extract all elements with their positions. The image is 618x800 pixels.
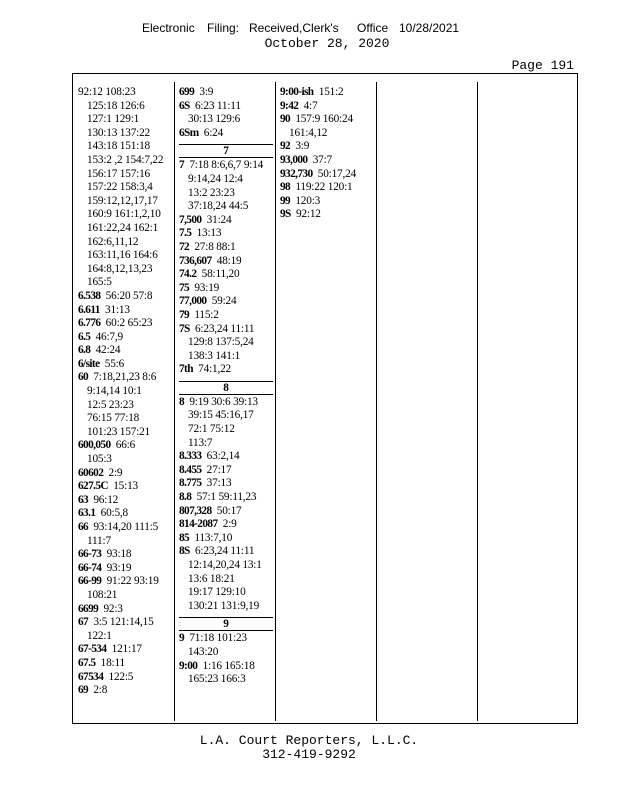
index-term: 63 bbox=[78, 493, 89, 506]
index-term: 66 bbox=[78, 521, 89, 533]
index-term: 6.776 bbox=[78, 317, 101, 330]
index-entry bbox=[179, 159, 273, 213]
transcript-date: October 28, 2020 bbox=[264, 36, 390, 51]
page-line-ref: 30:13 129:6 bbox=[188, 113, 241, 126]
index-entry bbox=[179, 309, 273, 323]
page-line-ref: 163:11,16 164:6 bbox=[87, 249, 158, 262]
page-line-ref: 138:3 141:1 bbox=[188, 349, 241, 362]
index-entry bbox=[78, 290, 172, 304]
index-entry bbox=[179, 491, 273, 505]
page-line-ref: 113:7,10 bbox=[194, 531, 233, 544]
page-line-ref: 74:1,22 bbox=[198, 363, 231, 376]
index-term: 8.455 bbox=[179, 463, 202, 476]
index-term: 66-74 bbox=[78, 561, 102, 574]
index-term: 600,050 bbox=[78, 439, 111, 452]
page-line-ref: 18:11 bbox=[100, 656, 125, 669]
page-line-ref: 129:8 137:5,24 bbox=[188, 336, 254, 349]
column-divider bbox=[275, 82, 276, 721]
index-entry bbox=[78, 467, 172, 481]
index-term: 814-2087 bbox=[179, 518, 218, 531]
index-entry bbox=[78, 521, 172, 548]
index-term: 9:00 bbox=[179, 659, 198, 672]
index-term: 75 bbox=[179, 281, 190, 294]
page-line-ref: 3:9 bbox=[199, 86, 214, 98]
page-line-ref: 125:18 126:6 bbox=[87, 99, 145, 112]
index-entry bbox=[78, 439, 172, 466]
index-term: 63.1 bbox=[78, 507, 96, 520]
index-entry bbox=[179, 518, 273, 532]
index-term: 6Sm bbox=[179, 126, 199, 139]
index-entry bbox=[179, 100, 273, 127]
page-line-ref: 19:17 129:10 bbox=[188, 586, 246, 599]
filing-word: Filing: bbox=[207, 21, 240, 35]
index-term: 627.5C bbox=[78, 480, 108, 493]
index-column-2 bbox=[179, 86, 273, 717]
index-term: 72 bbox=[179, 240, 190, 253]
page-line-ref: 92:12 108:23 bbox=[78, 86, 136, 98]
index-term: 92 bbox=[280, 140, 291, 153]
index-term: 99 bbox=[280, 194, 291, 207]
index-entry bbox=[78, 494, 172, 508]
page-line-ref: 105:3 bbox=[87, 453, 112, 466]
page-line-ref: 165:23 166:3 bbox=[188, 673, 246, 686]
page-line-ref: 108:21 bbox=[87, 588, 118, 601]
index-term: 7,500 bbox=[179, 213, 202, 226]
index-term: 67.5 bbox=[78, 656, 96, 669]
page-line-ref: 6:24 bbox=[203, 126, 224, 139]
index-term: 6.538 bbox=[78, 289, 101, 302]
index-entry bbox=[280, 168, 374, 182]
page-line-ref: 12:5 23:23 bbox=[87, 398, 134, 411]
index-entry bbox=[78, 643, 172, 657]
page-line-ref: 92:3 bbox=[103, 602, 123, 615]
page-line-ref: 27:17 bbox=[206, 463, 232, 476]
page-line-ref: 7:18 8:6,6,7 9:14 bbox=[189, 159, 264, 172]
index-entry bbox=[280, 140, 374, 154]
page-line-ref: 37:18,24 44:5 bbox=[188, 200, 249, 213]
page-line-ref: 130:13 137:22 bbox=[87, 126, 150, 139]
page-line-ref: 71:18 101:23 bbox=[189, 632, 247, 645]
index-term: 6.8 bbox=[78, 344, 91, 357]
page-line-ref: 111:7 bbox=[87, 534, 111, 547]
page-line-ref: 13:6 18:21 bbox=[188, 572, 235, 585]
index-entry bbox=[78, 304, 172, 318]
page-line-ref: 13:13 bbox=[196, 227, 222, 240]
page-line-ref: 15:13 bbox=[113, 480, 138, 493]
page-line-ref: 9:14,14 10:1 bbox=[87, 385, 142, 398]
footer-phone: 312-419-9292 bbox=[262, 747, 356, 762]
index-entry bbox=[280, 86, 374, 100]
word-index-frame bbox=[72, 73, 578, 724]
page-line-ref: 3:5 121:14,15 bbox=[93, 616, 154, 629]
page-line-ref: 57:1 59:11,23 bbox=[196, 491, 257, 504]
filing-word: 10/28/2021 bbox=[399, 21, 460, 35]
page-line-ref: 156:17 157:16 bbox=[87, 167, 150, 180]
index-entry bbox=[78, 616, 172, 643]
index-term: 699 bbox=[179, 86, 195, 98]
index-term: 932,730 bbox=[280, 167, 313, 180]
index-entry bbox=[78, 684, 172, 698]
index-column-5 bbox=[482, 86, 576, 717]
index-term: 6/site bbox=[78, 357, 100, 370]
index-entry bbox=[78, 657, 172, 671]
page-line-ref: 120:3 bbox=[295, 194, 321, 207]
index-term: 736,607 bbox=[179, 254, 212, 267]
index-term: 7th bbox=[179, 363, 193, 376]
page-line-ref: 42:24 bbox=[95, 344, 121, 357]
page-line-ref: 122:5 bbox=[108, 670, 134, 683]
index-term: 77,000 bbox=[179, 295, 207, 308]
index-entry bbox=[78, 86, 172, 290]
page-line-ref: 7:18,21,23 8:6 bbox=[93, 371, 157, 384]
page-line-ref: 93:19 bbox=[194, 281, 220, 294]
index-column-1 bbox=[78, 86, 172, 717]
page-line-ref: 157:22 158:3,4 bbox=[87, 181, 153, 194]
column-divider bbox=[376, 82, 377, 721]
index-term: 67534 bbox=[78, 670, 104, 683]
page-line-ref: 9:14,24 12:4 bbox=[188, 172, 243, 185]
index-entry bbox=[179, 127, 273, 141]
index-entry bbox=[179, 363, 273, 377]
page-line-ref: 2:8 bbox=[93, 684, 108, 697]
index-term: 7 bbox=[179, 159, 185, 172]
page-line-ref: 161:22,24 162:1 bbox=[87, 221, 159, 234]
index-term: 9:00-ish bbox=[280, 86, 314, 98]
page-line-ref: 3:9 bbox=[295, 140, 310, 153]
page-line-ref: 93:18 bbox=[106, 548, 132, 561]
index-term: 6.611 bbox=[78, 303, 100, 316]
page-line-ref: 39:15 45:16,17 bbox=[188, 409, 254, 422]
index-entry bbox=[179, 268, 273, 282]
index-term: 60602 bbox=[78, 466, 104, 479]
page-line-ref: 59:24 bbox=[211, 295, 237, 308]
page-line-ref: 165:5 bbox=[87, 276, 112, 289]
index-entry bbox=[78, 507, 172, 521]
index-entry bbox=[78, 562, 172, 576]
page-line-ref: 9:19 30:6 39:13 bbox=[189, 395, 258, 408]
page-line-ref: 91:22 93:19 bbox=[106, 575, 159, 588]
page-line-ref: 50:17,24 bbox=[317, 167, 357, 180]
page-line-ref: 96:12 bbox=[93, 493, 119, 506]
page-line-ref: 160:9 161:1,2,10 bbox=[87, 208, 161, 221]
page-line-ref: 56:20 57:8 bbox=[105, 289, 153, 302]
page-line-ref: 151:2 bbox=[318, 86, 344, 98]
index-entry bbox=[78, 480, 172, 494]
index-entry bbox=[78, 317, 172, 331]
filing-word: Electronic bbox=[142, 21, 195, 35]
index-entry bbox=[280, 181, 374, 195]
page-line-ref: 6:23,24 11:11 bbox=[194, 322, 255, 335]
index-term: 8.8 bbox=[179, 491, 192, 504]
index-term: 6S bbox=[179, 99, 190, 112]
page-line-ref: 130:21 131:9,19 bbox=[188, 599, 260, 612]
page-line-ref: 164:8,12,13,23 bbox=[87, 262, 153, 275]
page-line-ref: 31:13 bbox=[105, 303, 130, 316]
page-line-ref: 58:11,20 bbox=[201, 268, 240, 281]
page-line-ref: 119:22 120:1 bbox=[295, 181, 353, 194]
page-line-ref: 159:12,12,17,17 bbox=[87, 194, 158, 207]
page-line-ref: 113:7 bbox=[188, 436, 213, 449]
index-entry bbox=[179, 532, 273, 546]
index-term: 67 bbox=[78, 616, 89, 629]
page-line-ref: 76:15 77:18 bbox=[87, 412, 140, 425]
index-term: 90 bbox=[280, 113, 291, 126]
index-term: 6699 bbox=[78, 602, 99, 615]
page-line-ref: 6:23 11:11 bbox=[194, 99, 241, 112]
index-entry bbox=[280, 208, 374, 222]
page-line-ref: 143:20 bbox=[188, 645, 219, 658]
page-line-ref: 60:5,8 bbox=[100, 507, 128, 520]
index-entry bbox=[78, 603, 172, 617]
page-line-ref: 55:6 bbox=[104, 357, 125, 370]
page-line-ref: 6:23,24 11:11 bbox=[194, 545, 255, 558]
page-line-ref: 13:2 23:23 bbox=[188, 186, 235, 199]
page-line-ref: 63:2,14 bbox=[206, 450, 240, 463]
index-term: 67-534 bbox=[78, 643, 107, 656]
index-term: 7.5 bbox=[179, 227, 192, 240]
index-entry bbox=[179, 323, 273, 364]
index-entry bbox=[179, 464, 273, 478]
index-entry bbox=[179, 505, 273, 519]
index-term: 9 bbox=[179, 632, 185, 645]
page-line-ref: 2:9 bbox=[108, 466, 123, 479]
column-divider bbox=[174, 82, 175, 721]
index-entry bbox=[280, 113, 374, 140]
index-entry bbox=[179, 632, 273, 659]
index-entry bbox=[179, 255, 273, 269]
page-line-ref: 127:1 129:1 bbox=[87, 113, 140, 126]
page-line-ref: 12:14,20,24 13:1 bbox=[188, 559, 262, 571]
index-column-4 bbox=[381, 86, 475, 717]
page-line-ref: 37:7 bbox=[312, 153, 333, 166]
page-line-ref: 48:19 bbox=[216, 254, 242, 267]
index-entry bbox=[78, 371, 172, 439]
page-line-ref: 101:23 157:21 bbox=[87, 425, 150, 438]
page-line-ref: 143:18 151:18 bbox=[87, 140, 150, 153]
page-line-ref: 93:14,20 111:5 bbox=[93, 521, 159, 533]
index-entry bbox=[179, 86, 273, 100]
page-line-ref: 2:9 bbox=[222, 518, 237, 531]
index-entry bbox=[179, 545, 273, 613]
index-entry bbox=[78, 671, 172, 685]
page-line-ref: 161:4,12 bbox=[289, 126, 328, 139]
page-line-ref: 1:16 165:18 bbox=[202, 659, 255, 672]
index-entry bbox=[179, 660, 273, 687]
index-term: 66-99 bbox=[78, 575, 102, 588]
index-term: 9:42 bbox=[280, 99, 299, 112]
index-term: 7S bbox=[179, 322, 190, 335]
index-term: 79 bbox=[179, 308, 190, 321]
column-divider bbox=[477, 82, 478, 721]
page-line-ref: 37:13 bbox=[206, 477, 232, 490]
index-term: 98 bbox=[280, 181, 291, 194]
index-term: 807,328 bbox=[179, 504, 212, 517]
page-line-ref: 153:2 ,2 154:7,22 bbox=[87, 153, 164, 166]
page-line-ref: 27:8 88:1 bbox=[194, 240, 236, 253]
page-line-ref: 60:2 65:23 bbox=[105, 317, 153, 330]
index-term: 69 bbox=[78, 684, 89, 697]
page-line-ref: 50:17 bbox=[216, 504, 242, 517]
page-line-ref: 66:6 bbox=[115, 439, 136, 452]
index-term: 74.2 bbox=[179, 268, 197, 281]
page-line-ref: 162:6,11,12 bbox=[87, 235, 139, 248]
section-letter: 7 bbox=[179, 144, 273, 158]
index-entry bbox=[78, 331, 172, 345]
page-line-ref: 4:7 bbox=[303, 99, 318, 112]
page-line-ref: 31:24 bbox=[206, 213, 232, 226]
filing-word: Received,Clerk's bbox=[249, 21, 339, 35]
page-number: Page 191 bbox=[511, 58, 574, 73]
index-entry bbox=[280, 154, 374, 168]
index-term: 9S bbox=[280, 208, 291, 221]
index-term: 93,000 bbox=[280, 153, 308, 166]
index-term: 66-73 bbox=[78, 548, 102, 561]
index-entry bbox=[78, 548, 172, 562]
index-entry bbox=[280, 100, 374, 114]
section-letter: 8 bbox=[179, 381, 273, 395]
filing-word: Office bbox=[357, 21, 389, 35]
index-entry bbox=[78, 575, 172, 602]
footer-company: L.A. Court Reporters, L.L.C. bbox=[199, 733, 419, 748]
index-term: 85 bbox=[179, 531, 190, 544]
page-line-ref: 115:2 bbox=[194, 308, 219, 321]
index-entry bbox=[179, 227, 273, 241]
page-line-ref: 46:7,9 bbox=[95, 330, 123, 343]
index-term: 8 bbox=[179, 395, 185, 408]
index-entry bbox=[179, 396, 273, 450]
index-entry bbox=[78, 344, 172, 358]
page-line-ref: 121:17 bbox=[111, 643, 142, 656]
index-term: 8S bbox=[179, 545, 190, 558]
index-term: 8.333 bbox=[179, 450, 202, 463]
index-term: 6.5 bbox=[78, 330, 91, 343]
index-entry bbox=[179, 477, 273, 491]
section-letter: 9 bbox=[179, 617, 273, 631]
index-entry bbox=[179, 295, 273, 309]
page-line-ref: 72:1 75:12 bbox=[188, 423, 235, 436]
index-entry bbox=[179, 282, 273, 296]
index-term: 8.775 bbox=[179, 477, 202, 490]
index-entry bbox=[179, 241, 273, 255]
index-column-3 bbox=[280, 86, 374, 717]
index-entry bbox=[179, 214, 273, 228]
index-entry bbox=[280, 195, 374, 209]
page-line-ref: 122:1 bbox=[87, 629, 112, 642]
page-line-ref: 93:19 bbox=[106, 561, 132, 574]
page-line-ref: 92:12 bbox=[295, 208, 321, 221]
index-entry bbox=[78, 358, 172, 372]
index-term: 60 bbox=[78, 371, 89, 384]
page-line-ref: 157:9 160:24 bbox=[295, 113, 353, 126]
index-entry bbox=[179, 450, 273, 464]
